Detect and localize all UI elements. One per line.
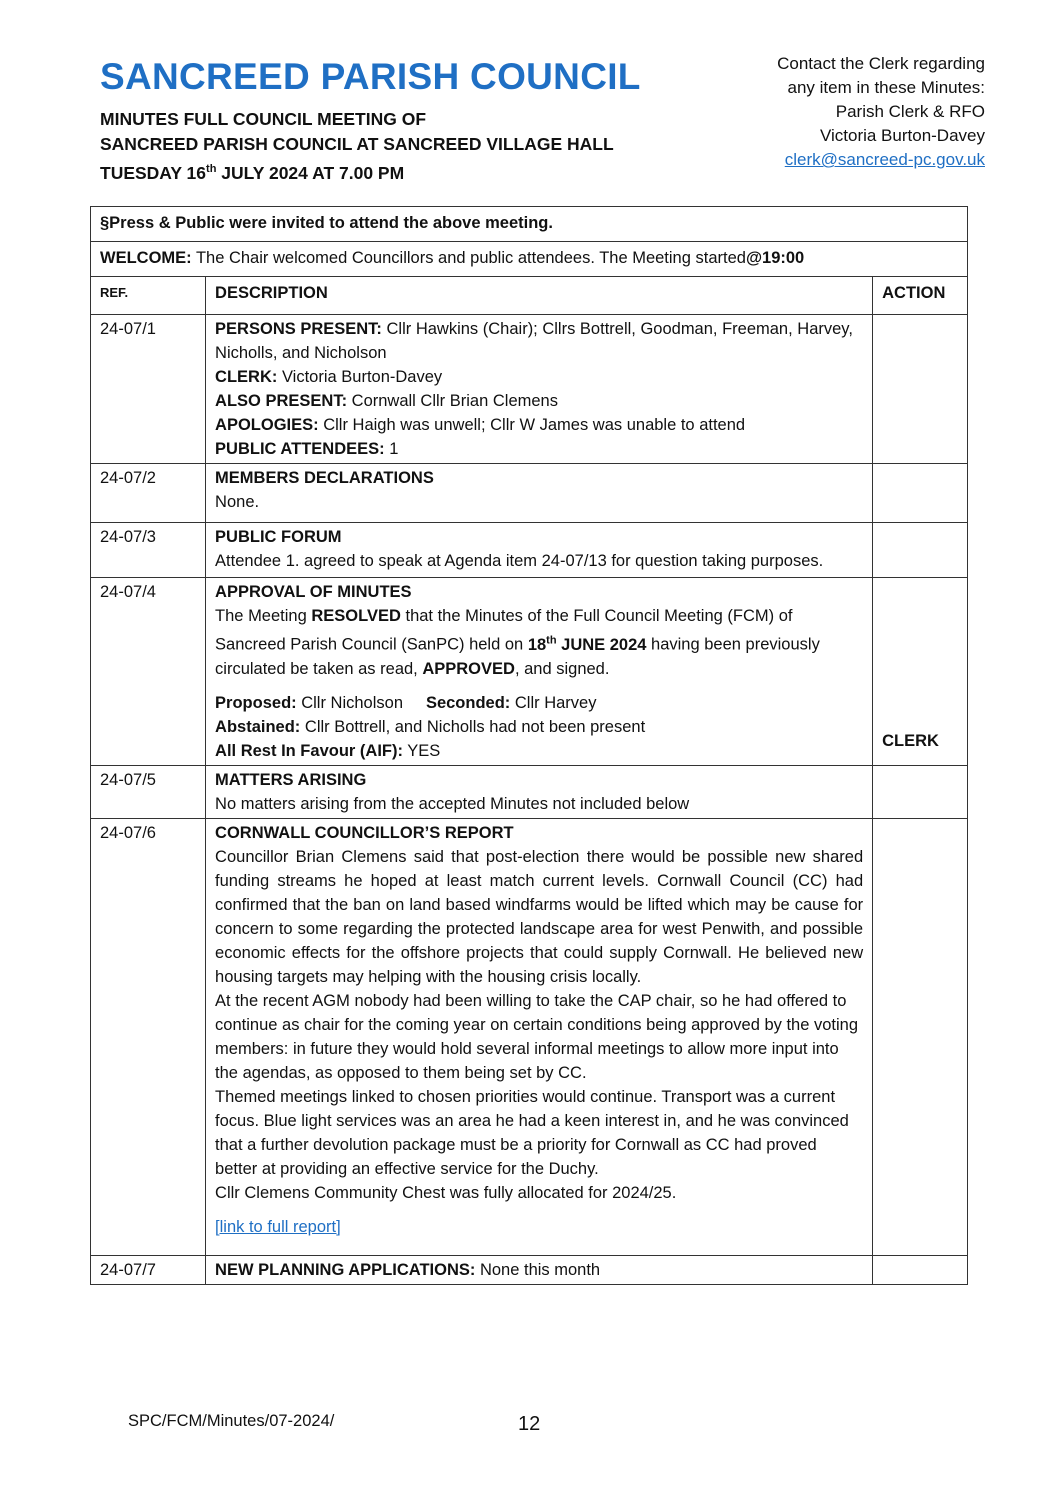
subheading-line-1: MINUTES FULL COUNCIL MEETING OF xyxy=(100,109,427,129)
item-action xyxy=(873,464,968,523)
item-description: NEW PLANNING APPLICATIONS: None this month xyxy=(206,1255,873,1284)
item-action xyxy=(873,523,968,578)
welcome-row: WELCOME: The Chair welcomed Councillors and public attendees. The Meeting started@19:00 xyxy=(91,242,968,277)
contact-line-4: Victoria Burton-Davey xyxy=(819,126,985,145)
action-column-header: ACTION xyxy=(873,277,968,315)
table-row xyxy=(91,315,968,464)
table-header-row xyxy=(91,277,968,315)
item-ref: 24-07/6 xyxy=(91,818,206,1255)
table-row xyxy=(91,818,968,1255)
ref-column-header: REF. xyxy=(91,277,206,315)
table-row xyxy=(91,1255,968,1284)
item-ref: 24-07/4 xyxy=(91,578,206,766)
item-description: PUBLIC FORUM Attendee 1. agreed to speak at Agenda item 24-07/13 for question taking purposes. xyxy=(206,523,873,578)
subheading-line-2: SANCREED PARISH COUNCIL AT SANCREED VILLAGE HALL xyxy=(100,134,614,154)
contact-line-1: Contact the Clerk regarding xyxy=(777,54,985,73)
document-reference: SPC/FCM/Minutes/07-2024/ xyxy=(128,1412,335,1430)
item-description: MATTERS ARISING No matters arising from the accepted Minutes not included below xyxy=(206,765,873,818)
subheading-line-3 xyxy=(100,157,614,186)
item-action xyxy=(873,765,968,818)
meeting-subheading xyxy=(100,107,614,186)
item-action: CLERK xyxy=(873,578,968,766)
table-row xyxy=(91,464,968,523)
item-action xyxy=(873,1255,968,1284)
date-rest: JULY 2024 AT 7.00 PM xyxy=(216,162,405,183)
item-ref: 24-07/2 xyxy=(91,464,206,523)
item-description: PERSONS PRESENT: Cllr Hawkins (Chair); Cllrs Bottrell, Goodman, Freeman, Harvey, Nicholls, and Nicholson CLERK: Victoria Burton-Davey ALSO PRESENT: Cornwall Cllr Brian Clemens APOLOGIES: Cllr Haigh was unwell; Cllr W James was unable to attend PUBLIC ATTENDEES: 1 xyxy=(206,315,873,464)
contact-line-2: any item in these Minutes: xyxy=(787,78,985,97)
council-title: SANCREED PARISH COUNCIL xyxy=(100,56,641,97)
full-report-link[interactable]: [link to full report] xyxy=(215,1217,341,1236)
minutes-table xyxy=(90,206,968,1285)
item-description: APPROVAL OF MINUTES The Meeting RESOLVED that the Minutes of the Full Council Meeting (FCM) of Sancreed Parish Council (SanPC) held on 18th JUNE 2024 having been previously circulated be taken as read, APPROVED, and signed. Proposed: Cllr Nicholson Seconded: Cllr Harvey Abstained: Cllr Bottrell, and Nicholls had not been present All Rest In Favour (AIF): YES xyxy=(206,578,873,766)
item-action xyxy=(873,818,968,1255)
item-ref: 24-07/5 xyxy=(91,765,206,818)
page-number: 12 xyxy=(518,1413,541,1435)
item-ref: 24-07/7 xyxy=(91,1255,206,1284)
item-ref: 24-07/3 xyxy=(91,523,206,578)
item-description: CORNWALL COUNCILLOR’S REPORT Councillor Brian Clemens said that post-election there would be possible new shared funding streams he hoped at least match current levels. Cornwall Council (CC) had confirmed that the ban on land based windfarms would be lifted which may be cause for concern to some regarding the protected landscape area for west Penwith, and possible economic effects for the offshore projects that could supply Cornwall. He believed new housing targets may helping with the housing crisis locally. At the recent AGM nobody had been willing to take the CAP chair, so he had offered to continue as chair for the coming year on certain conditions being approved by the voting members: in future they would hold several informal meetings to allow more input into the agendas, as opposed to them being set by CC. Themed meetings linked to chosen priorities would continue. Transport was a current focus. Blue light services was an area he had a keen interest in, and he was convinced that a further devolution package must be a priority for Cornwall as CC had proved better at providing an effective service for the Duchy. Cllr Clemens Community Chest was fully allocated for 2024/25. [link to full report] xyxy=(206,818,873,1255)
table-row xyxy=(91,578,968,766)
press-notice: §Press & Public were invited to attend the above meeting. xyxy=(91,207,968,242)
description-column-header: DESCRIPTION xyxy=(206,277,873,315)
item-description: MEMBERS DECLARATIONS None. xyxy=(206,464,873,523)
clerk-email-link[interactable]: clerk@sancreed-pc.gov.uk xyxy=(784,150,985,169)
item-action xyxy=(873,315,968,464)
date-suffix: th xyxy=(206,163,217,175)
item-ref: 24-07/1 xyxy=(91,315,206,464)
clerk-contact-block xyxy=(777,52,985,172)
table-row xyxy=(91,523,968,578)
table-row xyxy=(91,765,968,818)
date-text: TUESDAY 16 xyxy=(100,162,207,183)
contact-line-3: Parish Clerk & RFO xyxy=(835,102,985,121)
